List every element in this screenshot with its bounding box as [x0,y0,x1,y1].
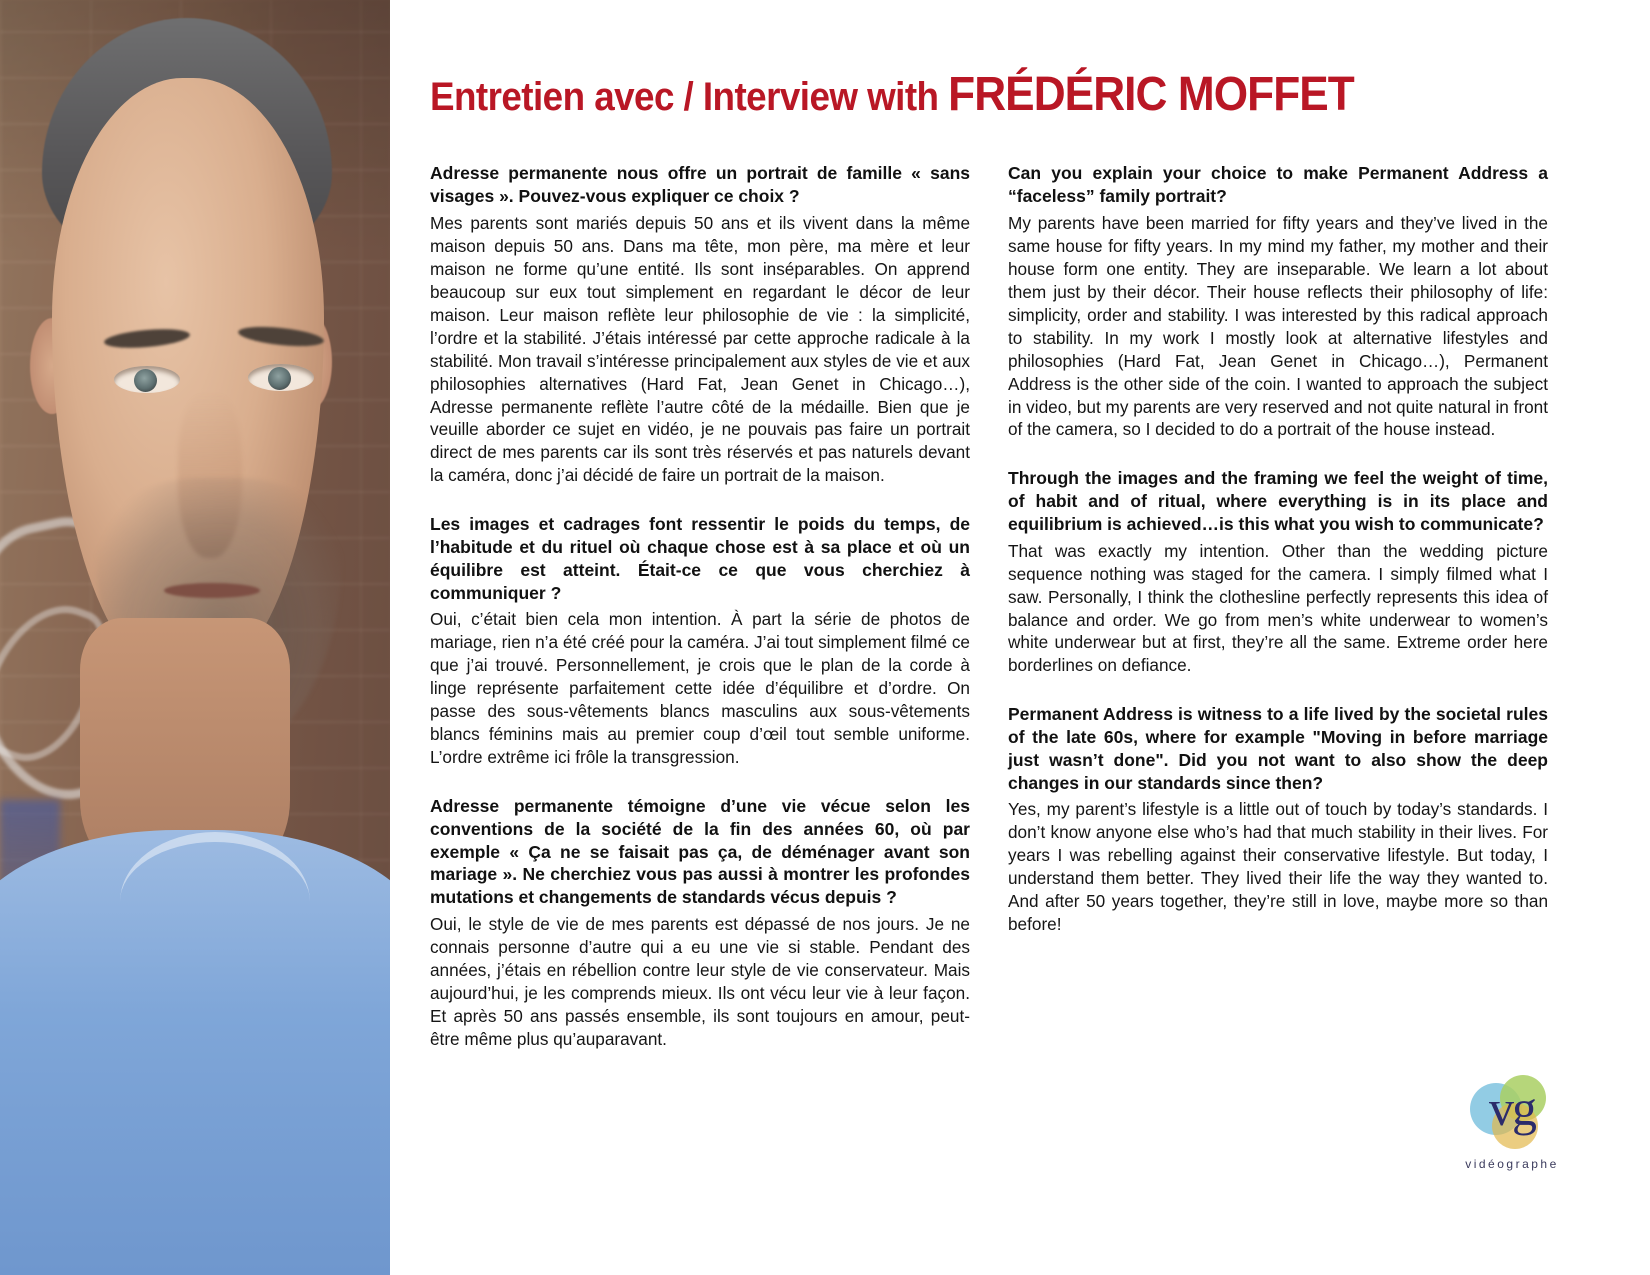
answer-text: Yes, my parent’s lifestyle is a little out of touch by today’s standards. I don’t know anyone else who’s had that much stability in their lives. For years I was rebelling against their conservative lifestyle. But today, I understand them better. They lived their life the way they wanted to. And after 50 years together, they’re still in love, maybe more so than before! [1008,799,1548,935]
answer-text: My parents have been married for fifty years and they’ve lived in the same house for fifty years. In my mind my father, my mother and their house form one entity. They are inseparable. We learn a lot about them just by their décor. Their house reflects their philosophy of life: simplicity, order and stability. I was interested by this radical approach to stability. In my work I mostly look at alternative lifestyles and philosophies (Hard Fat, Jean Genet in Chicago…), Permanent Address is the other side of the coin. I wanted to approach the subject in video, but my parents are very reserved and not quite natural in front of the camera, so I decided to do a portrait of the house instead. [1008,212,1548,440]
qa-block [430,795,970,1050]
question-text: Les images et cadrages font ressentir le poids du temps, de l’habitude et du rituel où chaque chose est à sa place et où un équilibre est atteint. Était-ce ce que vous cherchiez à communiquer ? [430,514,970,603]
qa-block [430,513,970,769]
qa-block [430,162,970,487]
logo-icon [1466,1073,1558,1151]
eye-left [114,366,180,393]
eye-right [248,364,314,391]
qa-block [1008,162,1548,441]
question-text: Permanent Address is witness to a life lived by the societal rules of the late 60s, where for example "Moving in before marriage just wasn’t done". Did you not want to also show the deep changes in our standards since then? [1008,704,1548,793]
qa-block [1008,703,1548,936]
page-title [430,70,1488,120]
question-text: Can you explain your choice to make Permanent Address a “faceless” family portrait? [1008,163,1548,207]
iris-left [134,369,157,392]
videographe-logo [1452,1073,1572,1171]
headline-prefix: Entretien avec / Interview with [430,75,949,119]
answer-text: Oui, le style de vie de mes parents est dépassé de nos jours. Je ne connais personne d’autre qui a eu une vie si stable. Pendant des années, j’étais en rébellion contre leur style de vie conservateur. Mais aujourd’hui, je les comprends mieux. Ils ont vécu leur vie à leur façon. Et après 50 ans passés ensemble, ils sont toujours en amour, peut-être même plus qu’auparavant. [430,913,970,1049]
column-french [430,162,970,1076]
logo-letters: vg [1489,1080,1535,1136]
question-text: Adresse permanente témoigne d’une vie vécue selon les conventions de la société de la fin des années 60, où par exemple « Ça ne se faisait pas ça, de déménager avant son mariage ». Ne cherchiez vous pas aussi à montrer les profondes mutations et changements de standards vécus depuis ? [430,796,970,907]
answer-text: That was exactly my intention. Other than the wedding picture sequence nothing was staged for the camera. I simply filmed what I saw. Personally, I think the clothesline perfectly represents this idea of balance and order. We go from men’s white underwear to women’s white underwear but at first, they’re all the same. Extreme order here borderlines on defiance. [1008,540,1548,676]
qa-block [1008,467,1548,677]
eyebrow-right [237,324,324,350]
iris-right [268,367,291,390]
portrait-photo [0,0,390,1275]
article-content [390,0,1650,1275]
mouth [164,583,260,598]
subject-head [18,18,348,808]
face [52,78,324,678]
column-english [1008,162,1548,1076]
answer-text: Oui, c’était bien cela mon intention. À part la série de photos de mariage, rien n’a été créé pour la caméra. J’ai tout simplement filmé ce que j’ai trouvé. Personnellement, je crois que le plan de la corde à linge représente parfaitement cette idée d’équilibre et d’ordre. On passe des sous-vêtements blancs masculins aux sous-vêtements blancs féminins mais au premier coup d’œil tout semble uniforme. L’ordre extrême ici frôle la transgression. [430,609,970,768]
headline-name: FRÉDÉRIC MOFFET [948,68,1354,121]
answer-text: Mes parents sont mariés depuis 50 ans et ils vivent dans la même maison depuis 50 ans. Dans ma tête, mon père, ma mère et leur maison ne forme qu’une entité. Ils sont inséparables. On apprend beaucoup sur eux tout simplement en regardant le décor de leur maison. Leur maison reflète leur philosophie de vie : la simplicité, l’ordre et la stabilité. J’étais intéressé par cette approche radicale à la stabilité. Mon travail s’intéresse principalement aux styles de vie et aux philosophies alternatives (Hard Fat, Jean Genet in Chicago…), Adresse permanente reflète l’autre côté de la médaille. Bien que je veuille aborder ce sujet en vidéo, je ne pouvais pas faire un portrait direct de mes parents car ils sont très réservés et pas naturels devant la caméra, donc j’ai décidé de faire un portrait de la maison. [430,212,970,486]
eyebrow-left [103,326,190,350]
two-column-body [430,162,1580,1076]
question-text: Through the images and the framing we feel the weight of time, of habit and of ritual, where everything is in its place and equilibrium is achieved…is this what you wish to communicate? [1008,468,1548,534]
logo-wordmark: vidéographe [1465,1157,1559,1171]
question-text: Adresse permanente nous offre un portrait de famille « sans visages ». Pouvez-vous expliquer ce choix ? [430,163,970,207]
